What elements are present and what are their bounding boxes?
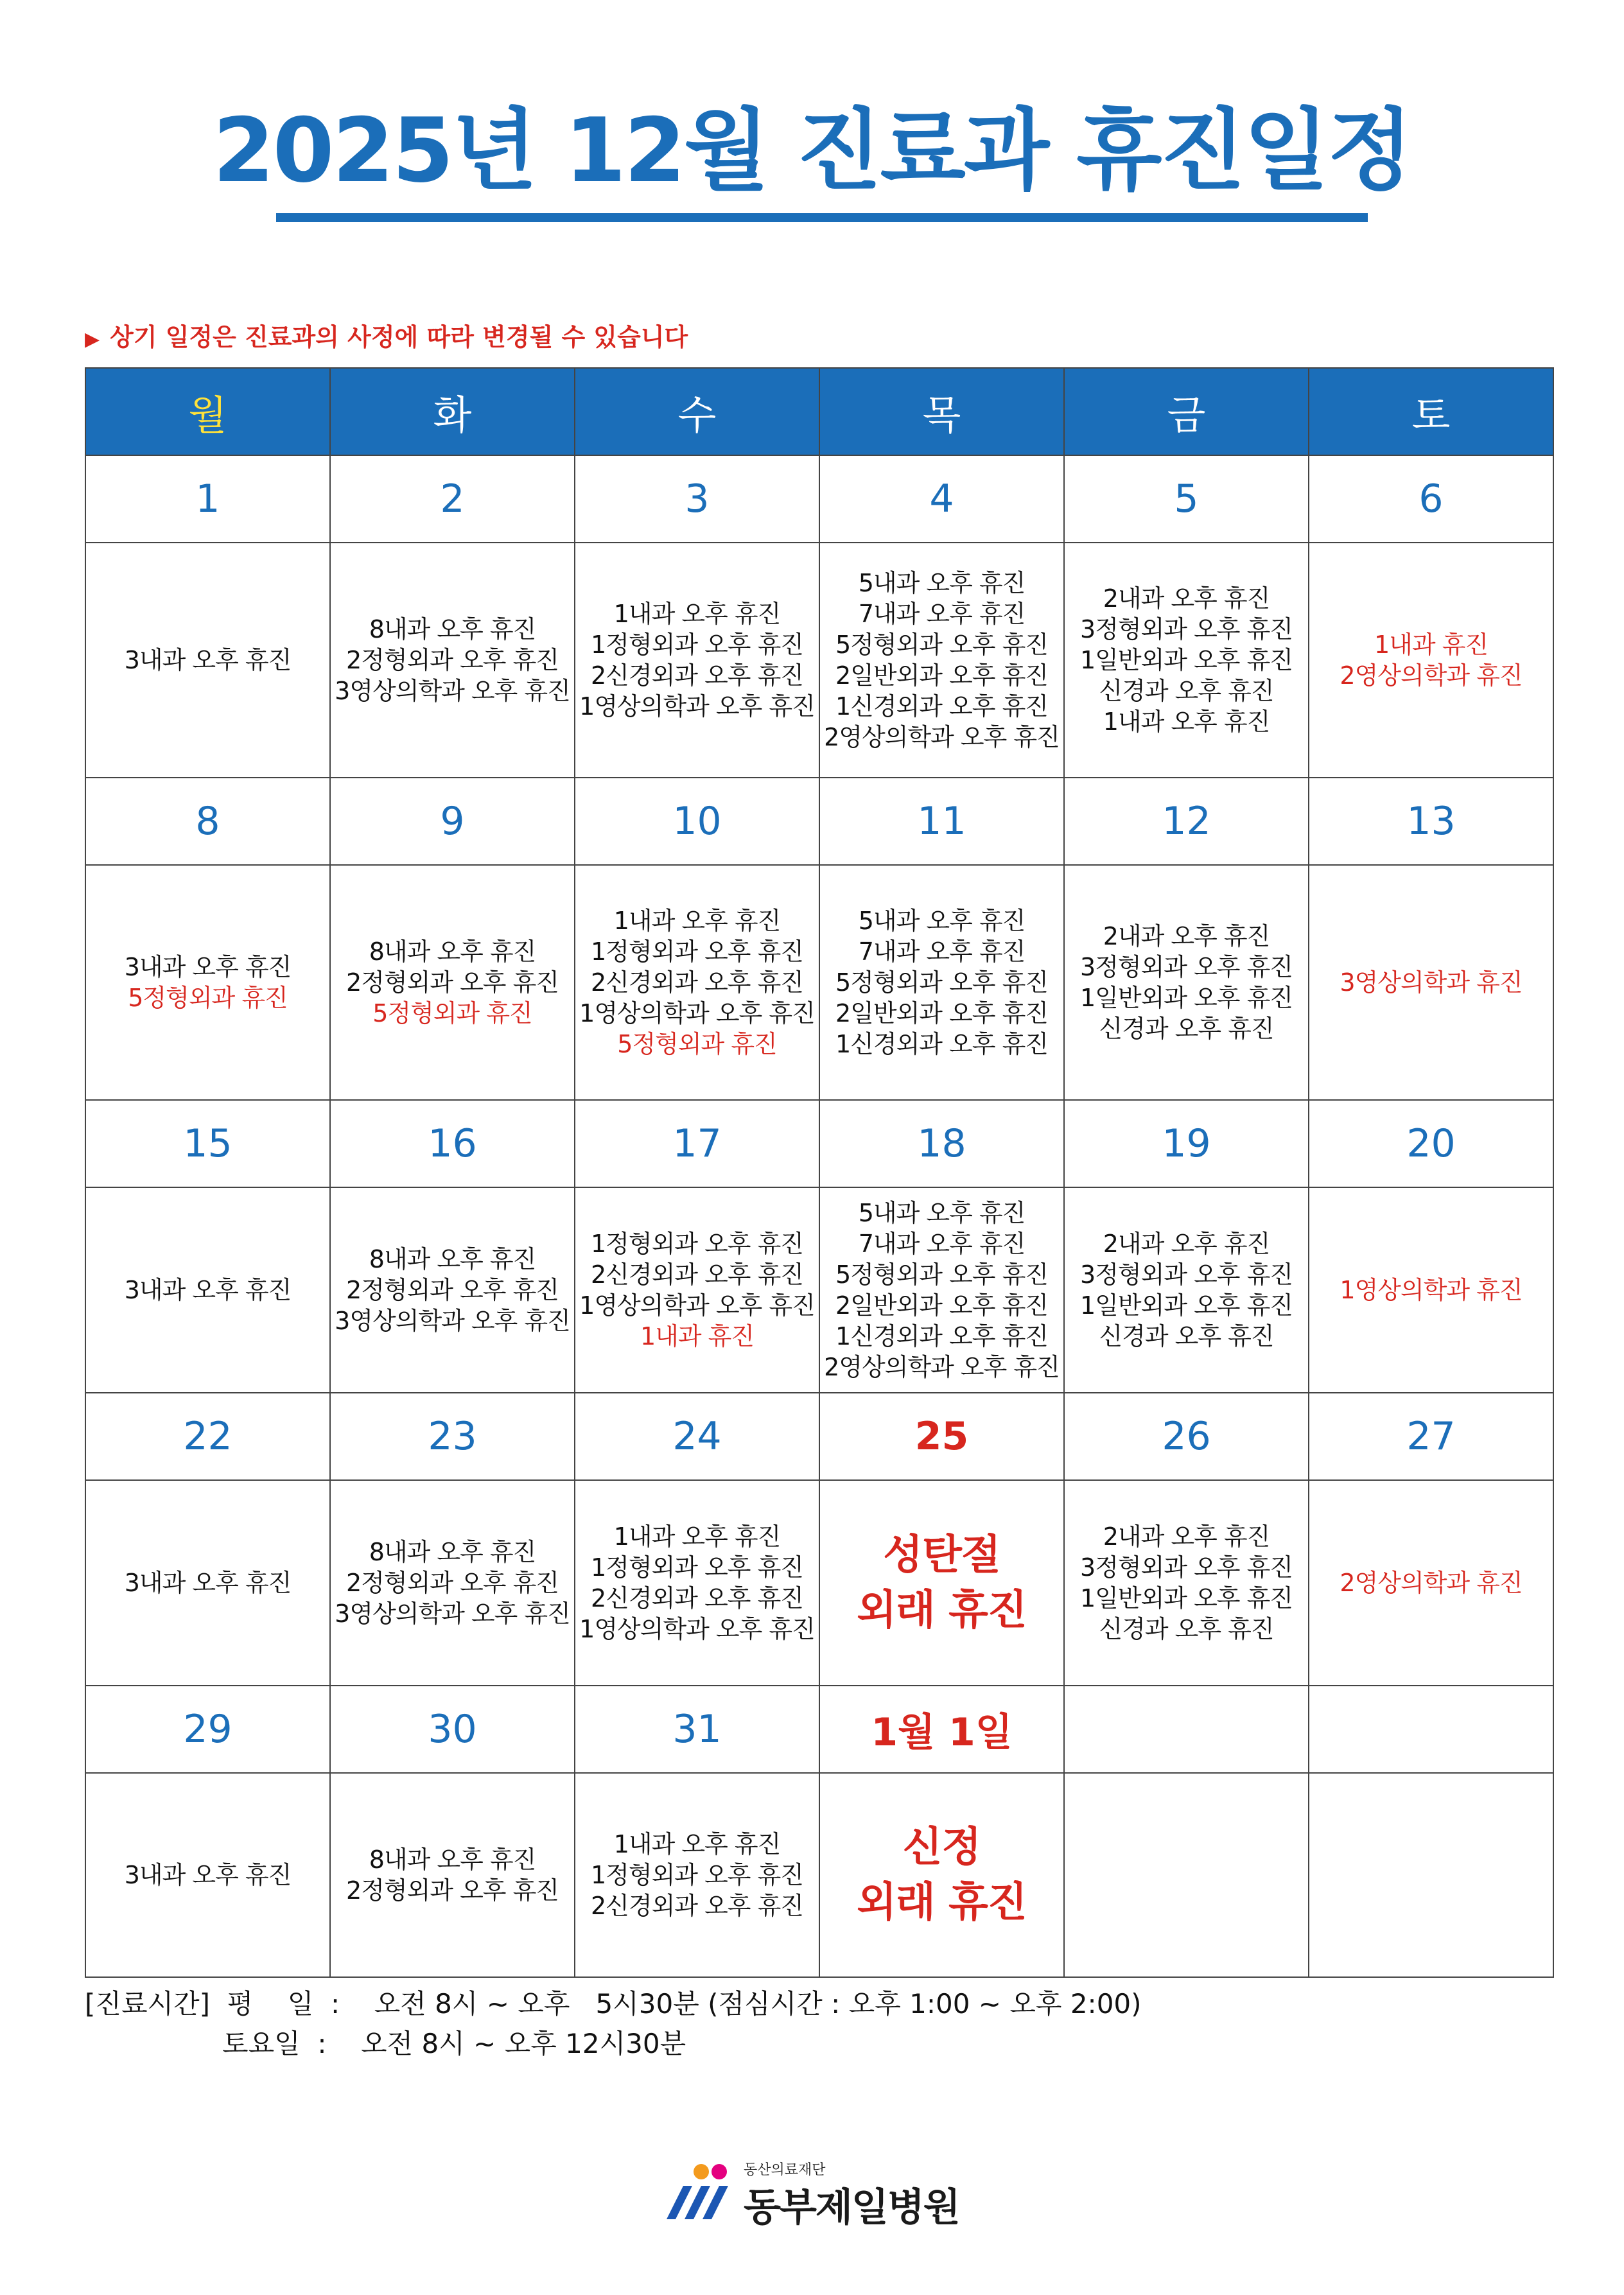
date-row bbox=[85, 778, 1553, 865]
weekday-header: 목 bbox=[819, 368, 1064, 455]
closure-entry: 1정형외과 오후 휴진 bbox=[591, 631, 803, 659]
closure-entry: 1일반외과 오후 휴진 bbox=[1080, 984, 1293, 1012]
date-cell: 1월 1일 bbox=[819, 1686, 1064, 1773]
notice bbox=[85, 320, 688, 357]
schedule-row bbox=[85, 1187, 1553, 1393]
date-cell: 1 bbox=[85, 455, 330, 543]
closure-entry: 신경과 오후 휴진 bbox=[1099, 1615, 1274, 1643]
date-cell: 5 bbox=[1064, 455, 1309, 543]
weekday-header: 화 bbox=[330, 368, 575, 455]
closure-entry: 2영상의학과 휴진 bbox=[1340, 661, 1523, 690]
logo-name: 동부제일병원 bbox=[744, 2185, 959, 2230]
closure-entry: 5내과 오후 휴진 bbox=[858, 569, 1026, 597]
closure-entry: 1영상의학과 오후 휴진 bbox=[579, 999, 815, 1027]
date-cell: 10 bbox=[575, 778, 819, 865]
closure-entry: 5정형외과 휴진 bbox=[617, 1030, 777, 1058]
notice-text: 상기 일정은 진료과의 사정에 따라 변경될 수 있습니다 bbox=[110, 323, 688, 351]
schedule-cell bbox=[575, 1187, 819, 1393]
closure-entry: 8내과 오후 휴진 bbox=[369, 1538, 536, 1566]
triangle-bullet-icon: ▶ bbox=[85, 328, 100, 351]
closure-entry: 5내과 오후 휴진 bbox=[858, 1199, 1026, 1227]
closure-entry: 1영상의학과 오후 휴진 bbox=[579, 692, 815, 720]
schedule-cell bbox=[1064, 1773, 1309, 1977]
closure-entry: 2일반외과 오후 휴진 bbox=[835, 1291, 1048, 1320]
schedule-cell bbox=[819, 1773, 1064, 1977]
closure-entry: 1정형외과 오후 휴진 bbox=[591, 1553, 803, 1582]
closure-entry: 1내과 오후 휴진 bbox=[613, 1523, 781, 1551]
closure-entry: 2내과 오후 휴진 bbox=[1103, 922, 1270, 950]
schedule-cell bbox=[1309, 865, 1553, 1100]
schedule-cell bbox=[1309, 1773, 1553, 1977]
closure-entry: 2정형외과 오후 휴진 bbox=[346, 1276, 559, 1304]
separator: : bbox=[331, 1988, 340, 2020]
date-cell: 6 bbox=[1309, 455, 1553, 543]
closure-entry: 7내과 오후 휴진 bbox=[858, 600, 1026, 628]
closure-entry: 8내과 오후 휴진 bbox=[369, 615, 536, 643]
holiday-text: 신정 bbox=[902, 1824, 981, 1871]
hours-weekday-row bbox=[85, 1984, 1142, 2024]
closure-entry: 2정형외과 오후 휴진 bbox=[346, 646, 559, 674]
closure-entry: 2영상의학과 휴진 bbox=[1340, 1569, 1523, 1597]
hours-label: [진료시간] bbox=[85, 1988, 211, 2020]
date-cell: 31 bbox=[575, 1686, 819, 1773]
closure-entry: 2신경외과 오후 휴진 bbox=[591, 968, 803, 997]
schedule-cell bbox=[1309, 1480, 1553, 1686]
closure-entry: 3내과 오후 휴진 bbox=[124, 953, 292, 981]
date-cell: 17 bbox=[575, 1100, 819, 1187]
closure-entry: 3정형외과 오후 휴진 bbox=[1080, 615, 1293, 643]
hospital-logo bbox=[661, 2158, 963, 2228]
closure-entry: 5정형외과 오후 휴진 bbox=[835, 631, 1048, 659]
date-cell: 22 bbox=[85, 1393, 330, 1480]
date-cell: 24 bbox=[575, 1393, 819, 1480]
closure-entry: 1영상의학과 오후 휴진 bbox=[579, 1615, 815, 1643]
schedule-cell bbox=[330, 1773, 575, 1977]
date-cell: 26 bbox=[1064, 1393, 1309, 1480]
closure-entry: 1신경외과 오후 휴진 bbox=[835, 1030, 1048, 1058]
closure-entry: 3영상의학과 오후 휴진 bbox=[335, 1307, 570, 1335]
schedule-cell bbox=[330, 865, 575, 1100]
hospital-logo-icon bbox=[661, 2158, 738, 2228]
schedule-cell bbox=[1064, 1187, 1309, 1393]
date-cell: 25 bbox=[819, 1393, 1064, 1480]
weekday-header: 월 bbox=[85, 368, 330, 455]
closure-entry: 5정형외과 휴진 bbox=[128, 984, 288, 1012]
date-cell: 2 bbox=[330, 455, 575, 543]
date-cell: 12 bbox=[1064, 778, 1309, 865]
date-cell: 16 bbox=[330, 1100, 575, 1187]
schedule-cell bbox=[85, 1773, 330, 1977]
closure-entry: 2신경외과 오후 휴진 bbox=[591, 1261, 803, 1289]
schedule-row bbox=[85, 865, 1553, 1100]
schedule-row bbox=[85, 1773, 1553, 1977]
saturday-label: 토요일 bbox=[222, 2028, 301, 2059]
closure-entry: 8내과 오후 휴진 bbox=[369, 1245, 536, 1273]
closure-entry: 1일반외과 오후 휴진 bbox=[1080, 1584, 1293, 1612]
date-row bbox=[85, 455, 1553, 543]
date-cell: 4 bbox=[819, 455, 1064, 543]
closure-entry: 1내과 오후 휴진 bbox=[613, 907, 781, 935]
date-cell: 29 bbox=[85, 1686, 330, 1773]
schedule-cell bbox=[330, 1187, 575, 1393]
closure-entry: 5정형외과 오후 휴진 bbox=[835, 1261, 1048, 1289]
closure-entry: 1내과 오후 휴진 bbox=[613, 600, 781, 628]
schedule-cell bbox=[575, 865, 819, 1100]
schedule-cell bbox=[575, 1773, 819, 1977]
date-cell: 27 bbox=[1309, 1393, 1553, 1480]
closure-entry: 5정형외과 휴진 bbox=[372, 999, 532, 1027]
closure-entry: 신경과 오후 휴진 bbox=[1099, 677, 1274, 705]
holiday-text: 성탄절 bbox=[883, 1531, 1000, 1579]
closure-entry: 1내과 오후 휴진 bbox=[1103, 708, 1270, 736]
schedule-cell bbox=[1064, 1480, 1309, 1686]
closure-entry: 1내과 휴진 bbox=[1374, 631, 1489, 659]
holiday-text: 외래 휴진 bbox=[857, 1587, 1027, 1634]
closure-entry: 1신경외과 오후 휴진 bbox=[835, 692, 1048, 720]
date-cell: 15 bbox=[85, 1100, 330, 1187]
date-cell bbox=[1064, 1686, 1309, 1773]
date-cell: 18 bbox=[819, 1100, 1064, 1187]
schedule-cell bbox=[85, 543, 330, 778]
schedule-cell bbox=[819, 543, 1064, 778]
closure-entry: 1내과 오후 휴진 bbox=[613, 1830, 781, 1858]
schedule-cell bbox=[85, 1187, 330, 1393]
date-cell bbox=[1309, 1686, 1553, 1773]
date-cell: 3 bbox=[575, 455, 819, 543]
closure-entry: 1정형외과 오후 휴진 bbox=[591, 1861, 803, 1889]
saturday-hours: 오전 8시 ~ 오후 12시30분 bbox=[360, 2028, 686, 2059]
closure-entry: 1일반외과 오후 휴진 bbox=[1080, 646, 1293, 674]
date-cell: 30 bbox=[330, 1686, 575, 1773]
closure-entry: 2신경외과 오후 휴진 bbox=[591, 1584, 803, 1612]
schedule-calendar bbox=[85, 367, 1554, 1978]
closure-entry: 5정형외과 오후 휴진 bbox=[835, 968, 1048, 997]
closure-entry: 1정형외과 오후 휴진 bbox=[591, 1230, 803, 1258]
closure-entry: 3정형외과 오후 휴진 bbox=[1080, 1261, 1293, 1289]
weekday-header-row bbox=[85, 368, 1553, 455]
closure-entry: 신경과 오후 휴진 bbox=[1099, 1322, 1274, 1350]
closure-entry: 7내과 오후 휴진 bbox=[858, 938, 1026, 966]
closure-entry: 8내과 오후 휴진 bbox=[369, 1846, 536, 1874]
closure-entry: 2신경외과 오후 휴진 bbox=[591, 1892, 803, 1920]
schedule-row bbox=[85, 543, 1553, 778]
closure-entry: 2정형외과 오후 휴진 bbox=[346, 1876, 559, 1905]
closure-entry: 1영상의학과 휴진 bbox=[1340, 1276, 1523, 1304]
closure-entry: 2일반외과 오후 휴진 bbox=[835, 661, 1048, 690]
closure-entry: 3내과 오후 휴진 bbox=[124, 1276, 292, 1304]
date-cell: 13 bbox=[1309, 778, 1553, 865]
closure-entry: 2일반외과 오후 휴진 bbox=[835, 999, 1048, 1027]
closure-entry: 2신경외과 오후 휴진 bbox=[591, 661, 803, 690]
date-cell: 19 bbox=[1064, 1100, 1309, 1187]
schedule-row bbox=[85, 1480, 1553, 1686]
schedule-cell bbox=[85, 865, 330, 1100]
closure-entry: 신경과 오후 휴진 bbox=[1099, 1015, 1274, 1043]
closure-entry: 2내과 오후 휴진 bbox=[1103, 1230, 1270, 1258]
logo-subtitle: 동산의료재단 bbox=[744, 2162, 826, 2178]
schedule-cell bbox=[330, 1480, 575, 1686]
closure-entry: 3내과 오후 휴진 bbox=[124, 646, 292, 674]
page-title: 2025년 12월 진료과 휴진일정 bbox=[213, 99, 1411, 202]
weekday-label: 평 일 bbox=[227, 1988, 314, 2020]
closure-entry: 2정형외과 오후 휴진 bbox=[346, 1569, 559, 1597]
weekday-header: 금 bbox=[1064, 368, 1309, 455]
schedule-cell bbox=[575, 543, 819, 778]
closure-entry: 3내과 오후 휴진 bbox=[124, 1861, 292, 1889]
closure-entry: 2내과 오후 휴진 bbox=[1103, 584, 1270, 613]
closure-entry: 2영상의학과 오후 휴진 bbox=[824, 723, 1060, 751]
closure-entry: 3정형외과 오후 휴진 bbox=[1080, 1553, 1293, 1582]
closure-entry: 2정형외과 오후 휴진 bbox=[346, 968, 559, 997]
closure-entry: 3정형외과 오후 휴진 bbox=[1080, 953, 1293, 981]
schedule-cell bbox=[1064, 865, 1309, 1100]
closure-entry: 3영상의학과 오후 휴진 bbox=[335, 1600, 570, 1628]
weekday-header: 토 bbox=[1309, 368, 1553, 455]
schedule-cell bbox=[330, 543, 575, 778]
clinic-hours bbox=[85, 1984, 1142, 2064]
schedule-cell bbox=[575, 1480, 819, 1686]
schedule-cell bbox=[819, 1480, 1064, 1686]
separator: : bbox=[317, 2028, 327, 2059]
schedule-cell bbox=[819, 1187, 1064, 1393]
holiday-text: 외래 휴진 bbox=[857, 1879, 1027, 1926]
closure-entry: 2내과 오후 휴진 bbox=[1103, 1523, 1270, 1551]
closure-entry: 1신경외과 오후 휴진 bbox=[835, 1322, 1048, 1350]
date-row bbox=[85, 1686, 1553, 1773]
closure-entry: 3영상의학과 오후 휴진 bbox=[335, 677, 570, 705]
weekday-header: 수 bbox=[575, 368, 819, 455]
schedule-cell bbox=[85, 1480, 330, 1686]
date-row bbox=[85, 1393, 1553, 1480]
closure-entry: 1영상의학과 오후 휴진 bbox=[579, 1291, 815, 1320]
schedule-cell bbox=[1309, 1187, 1553, 1393]
closure-entry: 3영상의학과 휴진 bbox=[1340, 968, 1523, 997]
title-underline bbox=[276, 213, 1368, 222]
date-cell: 20 bbox=[1309, 1100, 1553, 1187]
closure-entry: 1내과 휴진 bbox=[640, 1322, 755, 1350]
date-cell: 9 bbox=[330, 778, 575, 865]
closure-entry: 2영상의학과 오후 휴진 bbox=[824, 1353, 1060, 1381]
closure-entry: 3내과 오후 휴진 bbox=[124, 1569, 292, 1597]
closure-entry: 1정형외과 오후 휴진 bbox=[591, 938, 803, 966]
weekday-hours: 오전 8시 ~ 오후 5시30분 (점심시간 : 오후 1:00 ~ 오후 2:00) bbox=[374, 1988, 1142, 2020]
date-cell: 8 bbox=[85, 778, 330, 865]
closure-entry: 5내과 오후 휴진 bbox=[858, 907, 1026, 935]
date-cell: 23 bbox=[330, 1393, 575, 1480]
closure-entry: 8내과 오후 휴진 bbox=[369, 938, 536, 966]
schedule-cell bbox=[1309, 543, 1553, 778]
schedule-cell bbox=[1064, 543, 1309, 778]
schedule-cell bbox=[819, 865, 1064, 1100]
date-cell: 11 bbox=[819, 778, 1064, 865]
date-row bbox=[85, 1100, 1553, 1187]
closure-entry: 7내과 오후 휴진 bbox=[858, 1230, 1026, 1258]
hours-saturday-row bbox=[85, 2024, 1142, 2064]
closure-entry: 1일반외과 오후 휴진 bbox=[1080, 1291, 1293, 1320]
